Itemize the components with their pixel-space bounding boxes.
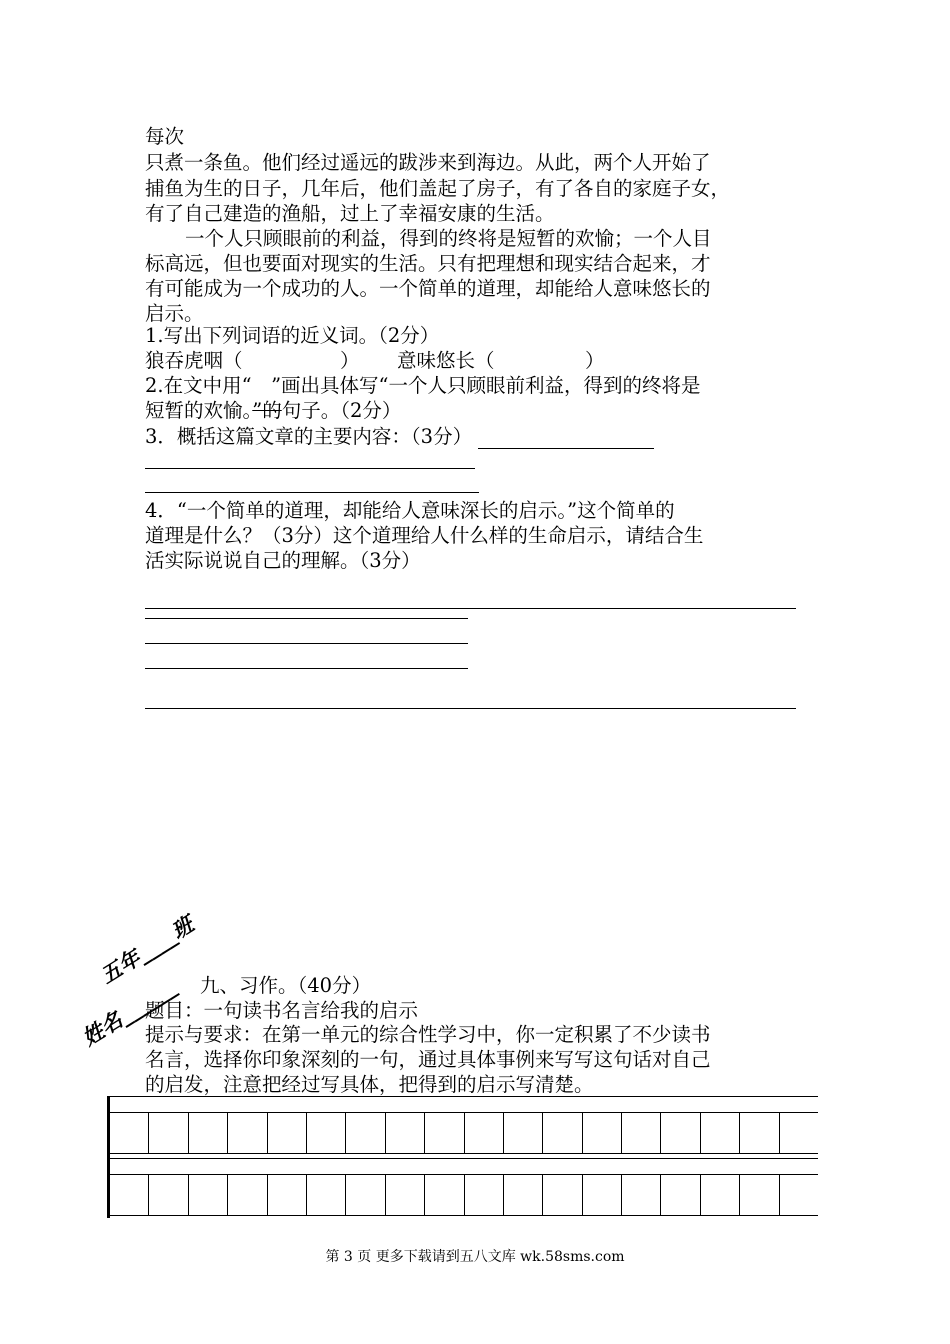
writing-grid-row[interactable] <box>110 1112 818 1154</box>
question-3: 3．概括这篇文章的主要内容：（3分） <box>145 424 654 449</box>
answer-line[interactable] <box>145 608 796 609</box>
page-footer: 第 3 页 更多下载请到五八文库 wk.58sms.com <box>325 1249 625 1265</box>
passage-line: 一个人只顾眼前的利益，得到的终将是短暂的欢愉；一个人目 <box>185 227 712 250</box>
question-4-line-3: 活实际说说自己的理解。（3分） <box>145 549 421 572</box>
answer-line[interactable] <box>145 643 468 644</box>
q1-word-2: 意味悠长（ <box>397 349 495 372</box>
passage-line: 有可能成为一个成功的人。一个简单的道理，却能给人意味悠长的 <box>145 277 711 300</box>
answer-line[interactable] <box>145 492 479 493</box>
passage-line: 有了自己建造的渔船，过上了幸福安康的生活。 <box>145 202 555 225</box>
passage-line: 每次 <box>145 125 185 148</box>
question-4: 4．“一个简单的道理，却能给人意味深长的启示。”这个简单的 <box>145 499 675 522</box>
essay-requirement: 的启发，注意把经过写具体，把得到的启示写清楚。 <box>145 1073 594 1096</box>
question-2-line-2: 短暂的欢愉。”的句子。（2分） <box>145 399 402 422</box>
question-4-line-2: 道理是什么？（3分）这个道理给人什么样的生命启示，请结合生 <box>145 524 704 547</box>
passage-line: 启示。 <box>145 302 204 325</box>
essay-requirement: 提示与要求：在第一单元的综合性学习中，你一定积累了不少读书 <box>145 1023 711 1046</box>
class-label: 五年____班 <box>95 911 198 989</box>
grid-separator <box>110 1158 818 1159</box>
answer-line[interactable] <box>145 708 796 709</box>
question-2: 2.在文中用“ ”画出具体写“一个人只顾眼前利益，得到的终将是 <box>145 374 701 397</box>
name-label: 姓名______ <box>77 973 180 1051</box>
question-9-heading: 九、习作。（40分） <box>200 974 372 997</box>
grid-top-border <box>110 1096 818 1097</box>
q1-paren-2: ） <box>585 349 605 372</box>
answer-line[interactable] <box>145 468 475 469</box>
answer-line[interactable] <box>145 618 468 619</box>
passage-line: 只煮一条鱼。他们经过遥远的跋涉来到海边。从此，两个人开始了 <box>145 151 711 174</box>
passage-line: 捕鱼为生的日子，几年后，他们盖起了房子，有了各自的家庭子女， <box>145 177 731 200</box>
answer-line[interactable] <box>145 668 468 669</box>
passage-line: 标高远，但也要面对现实的生活。只有把理想和现实结合起来，才 <box>145 252 711 275</box>
writing-grid-row[interactable] <box>110 1174 818 1216</box>
question-1: 1.写出下列词语的近义词。（2分） <box>145 324 440 347</box>
essay-requirement: 名言，选择你印象深刻的一句，通过具体事例来写写这句话对自己 <box>145 1048 711 1071</box>
q1-paren-1: ） <box>340 349 360 372</box>
essay-topic: 题目：一句读书名言给我的启示 <box>145 999 419 1022</box>
q1-word-1: 狼吞虎咽（ <box>145 349 243 372</box>
